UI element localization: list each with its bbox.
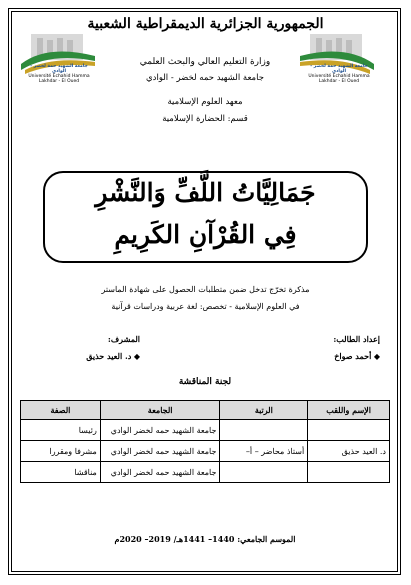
jury-cell-rank [220,462,308,483]
jury-cell-university: جامعة الشهيد حمه لخضر الوادي [100,462,220,483]
jury-cell-role: مناقشا [21,462,101,483]
supervisor-name: د. العيد حذيق [86,351,132,361]
jury-header-role: الصفة [21,401,101,420]
supervisor-entry [30,351,140,361]
student-label: إعداد الطالب: [333,334,380,344]
student-name: أحمد صواخ [334,351,372,361]
jury-cell-university: جامعة الشهيد حمه لخضر الوادي [100,441,220,462]
logo-caption-left: جامعة الشهيد حمة لخضر - الوادي Université Echahid Hamma Lakhdar - El Oued [28,64,90,84]
supervisor-label: المشرف: [107,334,140,344]
ministry-name: وزارة التعليم العالي والبحث العلمي [139,57,271,67]
institute-name: معهد العلوم الإسلامية [167,97,243,107]
thesis-description-line-2: في العلوم الإسلامية - تخصص: لغة عربية ودراسات قرآنية [111,302,300,311]
student-entry [270,351,380,361]
jury-table [20,400,390,483]
jury-cell-name [308,462,390,483]
jury-header-rank: الرتبة [220,401,308,420]
jury-cell-role: رئيسا [21,420,101,441]
jury-cell-rank: أستاذ محاضر – أ– [220,441,308,462]
logo-caption-right: جامعة الشهيد حمة لخضر - الوادي Université Echahid Hamma Lakhdar - El Oued [308,64,370,84]
jury-title: لجنة المناقشة [178,377,232,387]
thesis-description-line-1: مذكرة تخرّج تدخل ضمن متطلبات الحصول على شهادة الماستر [101,285,310,294]
jury-header-university: الجامعة [100,401,220,420]
jury-cell-name [308,420,390,441]
department-name: قسم: الحضارة الإسلامية [162,114,248,124]
jury-cell-role: مشرفا ومقررا [21,441,101,462]
table-row [21,441,390,462]
jury-cell-rank [220,420,308,441]
jury-cell-university: جامعة الشهيد حمه لخضر الوادي [100,420,220,441]
jury-header-row [21,401,390,420]
table-row [21,420,390,441]
academic-season: الموسم الجامعي: 1440– 1441هـ/ 2019– 2020م [114,534,296,544]
thesis-title-line-2: فِي القُرْآنِ الكَرِيمِ [114,220,297,249]
university-name: جامعة الشهيد حمه لخضر - الوادي [146,73,264,83]
thesis-title-line-1: جَمَالِيَّاتُ اللَّفِّ وَالنَّشْرِ [95,178,316,207]
republic-title: الجمهورية الجزائرية الديمقراطية الشعبية [87,16,324,32]
diamond-bullet-icon: ◆ [133,352,140,361]
jury-cell-name: د. العيد حذيق [308,441,390,462]
diamond-bullet-icon: ◆ [373,352,380,361]
jury-header-name: الإسم واللقب [308,401,390,420]
table-row [21,462,390,483]
